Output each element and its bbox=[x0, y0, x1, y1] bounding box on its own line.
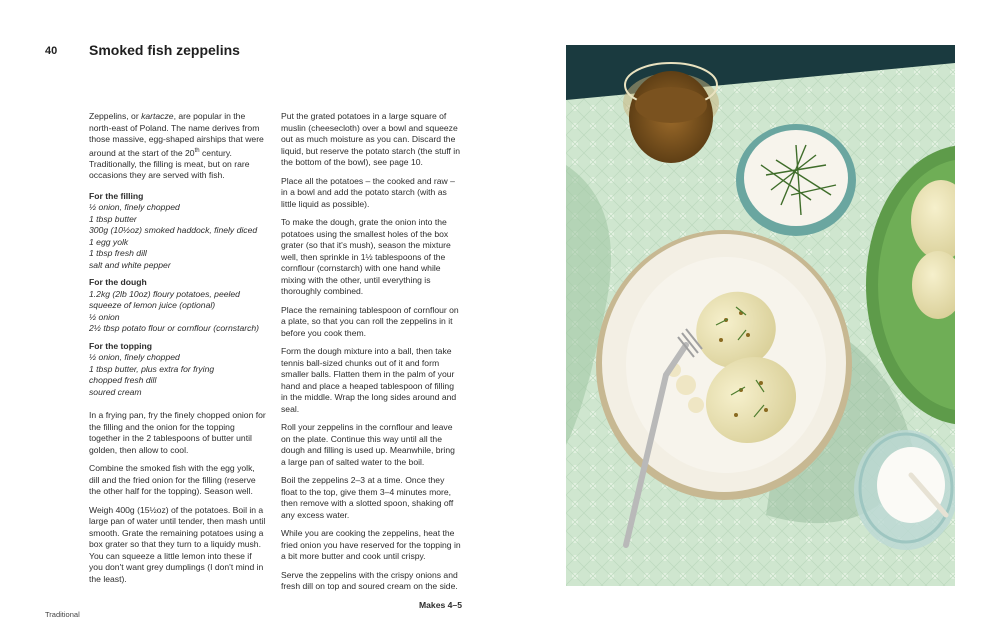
page-number: 40 bbox=[45, 45, 58, 57]
method-step: To make the dough, grate the onion into the potatoes using the smallest holes of the box grater (so that it's mush), season the mixture well, then sprinkle in 1½ tablespoons of the cornflour (cornstarch) with one hand while mixing with the other, until everything is thoroughly combined. bbox=[281, 217, 451, 296]
ingredient-heading: For the filling bbox=[89, 190, 144, 201]
food-photo bbox=[566, 45, 955, 586]
ingredients-filling bbox=[89, 191, 267, 272]
method-step: Place all the potatoes – the cooked and raw – in a bowl and add the potato starch (with as little liquid as possible). bbox=[281, 175, 455, 209]
ingredient-heading: For the dough bbox=[89, 277, 147, 288]
ingredient-heading: For the topping bbox=[89, 340, 153, 351]
soured-cream-bowl bbox=[854, 430, 955, 550]
ingredient-item: soured cream bbox=[89, 386, 142, 397]
footer-section-label: Traditional bbox=[45, 610, 80, 619]
ingredient-item: squeeze of lemon juice (optional) bbox=[89, 300, 216, 311]
method-step: Place the remaining tablespoon of cornflour on a plate, so that you can roll the zeppelins in it before you cook them. bbox=[281, 304, 459, 338]
ingredient-item: 2½ tbsp potato flour or cornflour (cornstarch) bbox=[89, 323, 260, 334]
ingredients-dough bbox=[89, 277, 267, 335]
method-step: Put the grated potatoes in a large square of muslin (cheesecloth) over a bowl and squeeze out as much moisture as you can. Discard the liquid, but reserve the potato starch (the stuff in the bottom of the bowl), see page 10. bbox=[281, 111, 460, 167]
ingredient-item: 300g (10½oz) smoked haddock, finely diced bbox=[89, 225, 258, 236]
method-step: In a frying pan, fry the finely chopped onion for the filling and the onion for the topping together in the 2 tablespoons of butter until golden, then allow to cool. bbox=[89, 410, 266, 455]
method-step: Boil the zeppelins 2–3 at a time. Once they float to the top, give them 3–4 minutes more, then remove with a slotted spoon, shaking off any excess water. bbox=[281, 475, 454, 520]
makes-yield: Makes 4–5 bbox=[418, 599, 462, 610]
ingredient-item: ½ onion bbox=[89, 311, 120, 322]
method-step: Form the dough mixture into a ball, then take tennis ball-sized chunks out of it and form smaller balls. Flatten them in the palm of your hand and place a heaped tablespoon of filling in the middle. Wrap the long sides around and seal. bbox=[281, 346, 457, 414]
ingredient-item: salt and white pepper bbox=[89, 259, 171, 270]
method-step: Weigh 400g (15½oz) of the potatoes. Boil in a large pan of water until tender, then mash until smooth. Grate the remaining potatoes using a box grater so that they turn to a liquidy mush. You can squeeze a little lemon into these if you don't want grey dumplings (I don't mind in the least). bbox=[89, 504, 266, 584]
ingredient-item: ½ onion, finely chopped bbox=[89, 202, 180, 213]
method-step: Serve the zeppelins with the crispy onions and fresh dill on top and soured cream on the side. bbox=[281, 569, 458, 591]
intro-paragraph: Zeppelins, or kartacze, are popular in the north-east of Poland. The name derives from those massive, egg-shaped airships that were around at the start of the 20th century. Traditionally, the filling is meat, but on rare occasions they are served with fish. bbox=[89, 111, 264, 181]
ingredient-item: 1 tbsp butter bbox=[89, 213, 137, 224]
method-step: While you are cooking the zeppelins, heat the fried onion you have reserved for the topping in a bit more butter and cook until crispy. bbox=[281, 528, 461, 561]
ingredient-item: 1 tbsp fresh dill bbox=[89, 248, 147, 259]
recipe-title: Smoked fish zeppelins bbox=[89, 42, 240, 58]
method-step: Combine the smoked fish with the egg yolk, dill and the fried onion for the filling (reserve the other half for the topping). Season well. bbox=[89, 463, 256, 497]
left-column bbox=[89, 111, 267, 592]
ingredient-item: 1.2kg (2lb 10oz) floury potatoes, peeled bbox=[89, 288, 240, 299]
ingredient-item: 1 egg yolk bbox=[89, 236, 129, 247]
ingredients-topping bbox=[89, 341, 267, 399]
method-step: Roll your zeppelins in the cornflour and leave on the plate. Continue this way until all the dough and filling is used up. Meanwhile, bring a large pan of salted water to the boil. bbox=[281, 422, 455, 467]
dill-bowl bbox=[736, 124, 856, 236]
ingredient-item: ½ onion, finely chopped bbox=[89, 352, 180, 363]
right-column bbox=[281, 111, 462, 611]
ingredient-item: 1 tbsp butter, plus extra for frying bbox=[89, 363, 215, 374]
ingredient-item: chopped fresh dill bbox=[89, 375, 157, 386]
